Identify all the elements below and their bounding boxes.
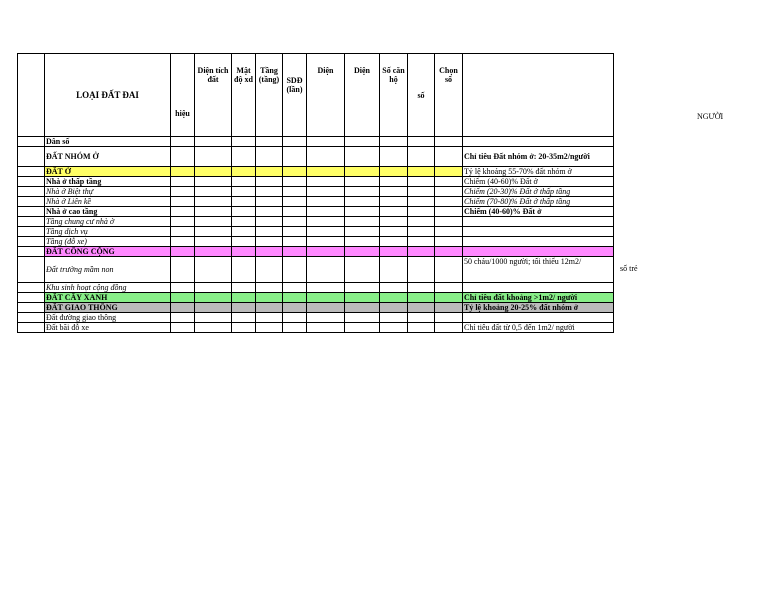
table-row — [18, 257, 614, 283]
table-row — [18, 247, 614, 257]
table-row — [18, 323, 614, 333]
row-note — [463, 247, 614, 257]
row-label: Đất bãi đỗ xe — [45, 323, 171, 333]
table-row — [18, 137, 614, 147]
row-note — [463, 137, 614, 147]
table-row — [18, 147, 614, 167]
row-label: Tầng chung cư nhà ở — [45, 217, 171, 227]
row-label: ĐẤT NHÓM Ở — [45, 147, 171, 167]
table-row — [18, 217, 614, 227]
row-note — [463, 217, 614, 227]
table-row — [18, 293, 614, 303]
header-row — [18, 54, 614, 137]
header-apartments: Số căn hộ — [380, 54, 408, 137]
row-label: Tầng dịch vụ — [45, 227, 171, 237]
row-label: ĐẤT CÂY XANH — [45, 293, 171, 303]
row-note: Chỉ tiêu Đất nhóm ở: 20-35m2/người — [463, 147, 614, 167]
row-label: ĐẤT Ở — [45, 167, 171, 177]
row-label: Nhà ở thấp tầng — [45, 177, 171, 187]
children-count-label: số trẻ — [620, 264, 638, 273]
row-note — [463, 313, 614, 323]
row-note: Chiếm (20-30)% Đất ở thấp tầng — [463, 187, 614, 197]
row-note: Chỉ tiêu đất khoảng >1m2/ người — [463, 293, 614, 303]
row-note: Chỉ tiêu đất từ 0,5 đến 1m2/ người — [463, 323, 614, 333]
row-note: Tỷ lệ khoảng 55-70% đất nhóm ở — [463, 167, 614, 177]
table-row — [18, 167, 614, 177]
header-land-type: LOẠI ĐẤT ĐAI — [45, 54, 171, 137]
table-row — [18, 303, 614, 313]
header-area-2: Diện — [307, 54, 345, 137]
row-label: Khu sinh hoạt cộng đồng — [45, 283, 171, 293]
header-area-3: Diện — [345, 54, 380, 137]
header-symbol: hiệu — [171, 54, 195, 137]
header-area: Diện tích đất — [195, 54, 232, 137]
header-density: Mật độ xd — [232, 54, 256, 137]
header-far: SDĐ (lần) — [283, 54, 307, 137]
header-floors: Tầng (tầng) — [256, 54, 283, 137]
row-note: 50 cháu/1000 người; tối thiểu 12m2/ — [463, 257, 614, 283]
land-use-table — [17, 53, 614, 333]
table-row — [18, 313, 614, 323]
row-label: Nhà ở Biệt thự — [45, 187, 171, 197]
row-label: ĐẤT GIAO THÔNG — [45, 303, 171, 313]
table-row — [18, 187, 614, 197]
row-label: Đất trường mầm non — [45, 257, 171, 283]
row-label: Đất đường giao thông — [45, 313, 171, 323]
row-label: Dân số — [45, 137, 171, 147]
row-note — [463, 227, 614, 237]
row-label: Nhà ở Liên kề — [45, 197, 171, 207]
row-note — [463, 283, 614, 293]
table-row — [18, 237, 614, 247]
row-note — [463, 237, 614, 247]
row-note: Chiếm (40-60)% Đất ở — [463, 177, 614, 187]
table-row — [18, 227, 614, 237]
table-row — [18, 197, 614, 207]
table-row — [18, 207, 614, 217]
header-count: số — [408, 54, 435, 137]
row-note: Chiếm (70-80)% Đất ở thấp tầng — [463, 197, 614, 207]
header-chosen: Chọn số — [435, 54, 463, 137]
row-label: Tầng (đỗ xe) — [45, 237, 171, 247]
table-row — [18, 283, 614, 293]
row-note: Tỷ lệ khoảng 20-25% đất nhóm ở — [463, 303, 614, 313]
row-label: ĐẤT CÔNG CỘNG — [45, 247, 171, 257]
row-label: Nhà ở cao tầng — [45, 207, 171, 217]
row-number-header — [18, 54, 45, 137]
row-note: Chiếm (40-60)% Đất ở — [463, 207, 614, 217]
table-row — [18, 177, 614, 187]
people-label: NGƯỜI — [697, 112, 724, 121]
header-notes — [463, 54, 614, 137]
